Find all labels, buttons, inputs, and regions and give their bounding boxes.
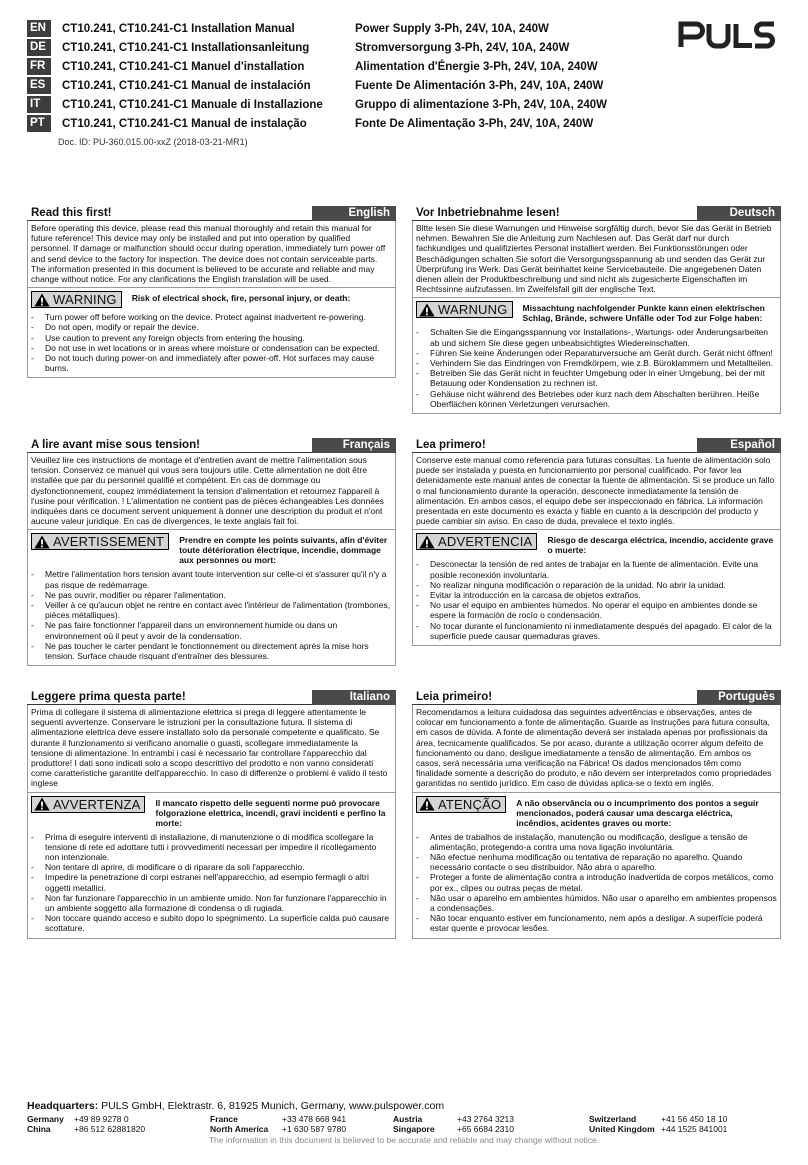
manual-title: CT10.241, CT10.241-C1 Installationsanleitung — [62, 41, 310, 54]
footer — [27, 1100, 787, 1134]
list-item: - Veiller à ce qu'aucun objet ne rentre en contact avec l'intérieur de l'alimentation (trombones, pièces métalliques). — [31, 600, 391, 621]
intro-text: Bitte lesen Sie diese Warnungen und Hinweise sorgfältig durch, bevor Sie das Gerät in Betrieb nehmen. Bewahren Sie die Anleitung zum Nachlesen auf. Das Gerät darf nur durch fachkundiges und qualifiziertes Personal installiert werden. Bei Funktionsstörungen oder Beschädigungen schalten Sie sofort die Versorgungsspannung ab und senden das Gerät zur Überprüfung ins Werk. Das Gerät beinhaltet keine Servicebauteile. Die angegebenen Daten dienen allein der Produktbeschreibung und sind nicht als zugesicherte Eigenschaften im Rechtssinne aufzufassen. Im Zweifelsfall gilt der englische Text. — [412, 221, 781, 297]
header-row — [27, 114, 787, 133]
list-item: - Impedire la penetrazione di corpi estranei nell'apparecchio, ad esempio fermagli o altri oggetti metallici. — [31, 872, 369, 893]
language-tab: Deutsch — [697, 206, 781, 221]
product-title: Power Supply 3-Ph, 24V, 10A, 240W — [355, 22, 549, 35]
manual-title: CT10.241, CT10.241-C1 Manual de instalación — [62, 79, 311, 92]
contact-country: Switzerland — [589, 1114, 637, 1124]
list-item: - Do not open, modify or repair the device. — [31, 322, 199, 333]
header-row — [27, 19, 787, 38]
contact-phone: +1 630 587 9780 — [282, 1124, 347, 1134]
contact-phone: +43 2764 3213 — [457, 1114, 514, 1124]
list-item: - Proteger a fonte de alimentação contra a introdução inadvertida de corpos metálicos, como por ex., clipes ou outras peças de metal. — [416, 872, 774, 893]
warning-box — [27, 792, 396, 830]
intro-text: Veuillez lire ces instructions de montage et d'entretien avant de mettre l'alimentation sous tension. Conservez ce manuel qui vous sera toujours utile. Cette alimentation ne doit être installée que par du personnel qualifié et compétent. En cas de dommage ou dysfonctionnement, coupez immédiatement la tension d'alimentation et retournez l'appareil à l'usine pour vérification. ! L'alimentation ne contient pas de pièces échangeables Les données indiquées dans ce document servent uniquement à donner une description du produit et n'ont aucune valeur juridique. En cas de divergences, le texte anglais fait foi. — [27, 453, 396, 529]
warning-label: AVERTISSEMENT — [31, 533, 169, 550]
list-item: - Não efectue nenhuma modificação ou tentativa de reparação no aparelho. Quando necessário contacte o seu distribuidor. Não abra o aparelho. — [416, 852, 743, 873]
list-item: - Schalten Sie die Eingangsspannung vor Installations-, Wartungs- oder Änderungsarbeiten ab und sichern Sie diese gegen unbeabsichtigtes Wiedereinschalten. — [416, 327, 769, 348]
contact-country: Germany — [27, 1114, 64, 1124]
list-item: - Do not touch during power-on and immediately after power-off. Hot surfaces may cause burns. — [31, 353, 375, 374]
section-title: Leia primeiro! — [416, 691, 493, 703]
manual-title: CT10.241, CT10.241-C1 Installation Manual — [62, 22, 295, 35]
list-item: - Führen Sie keine Änderungen oder Reparaturversuche am Gerät durch. Gerät nicht öffnen! — [416, 347, 773, 358]
header-row — [27, 76, 787, 95]
product-title: Gruppo di alimentazione 3-Ph, 24V, 10A, 240W — [355, 98, 608, 111]
warning-triangle-icon — [419, 535, 435, 549]
language-tab: Italiano — [312, 690, 396, 705]
warning-text: A não observância ou o incumprimento dos pontos a seguir mencionados, poderá causar uma descarga eléctrica, incêndios, acidentes graves ou morte: — [516, 797, 759, 828]
section-title: Vor Inbetriebnahme lesen! — [416, 207, 560, 219]
section-espanol — [412, 438, 781, 646]
manual-title: CT10.241, CT10.241-C1 Manuel d'installation — [62, 60, 305, 73]
header-row — [27, 95, 787, 114]
section-title: Leggere prima questa parte! — [31, 691, 186, 703]
warning-list — [27, 310, 396, 377]
warning-label: ADVERTENCIA — [416, 533, 537, 550]
contact-phone: +44 1525 841001 — [661, 1124, 728, 1134]
product-title: Alimentation d'Énergie 3-Ph, 24V, 10A, 240W — [355, 60, 598, 73]
warning-box — [412, 792, 781, 830]
contact-phone: +86 512 62881820 — [74, 1124, 146, 1134]
disclaimer: The information in this document is believed to be accurate and reliable and may change without notice. — [208, 1135, 600, 1145]
warning-label: WARNING — [31, 291, 122, 308]
intro-text: Before operating this device, please read this manual thoroughly and retain this manual for future reference! This device may only be installed and put into operation by qualified personnel. If damage or malfunction should occur during operation, immediately turn power off and send device to the factory for inspection. The device does not contain serviceable parts. The information presented in this document is believed to be accurate and reliable and may change without notice. For any clarifications the English translation will be used. — [27, 221, 396, 287]
warning-triangle-icon — [34, 535, 50, 549]
list-item: - No realizar ninguna modificación o reparación de la unidad. No abrir la unidad. — [416, 579, 726, 590]
language-tab: Español — [697, 438, 781, 453]
warning-box — [27, 529, 396, 567]
manual-title: CT10.241, CT10.241-C1 Manual de instalação — [62, 117, 307, 130]
section-francais — [27, 438, 396, 666]
language-code: ES — [27, 77, 51, 94]
warning-box — [412, 297, 781, 325]
intro-text: Prima di collegare il sistema di alimentazione elettrica si prega di leggere attentamente le seguenti avvertenze. Conservare le istruzioni per la consultazione futura. Il sistema di alimentazione elettrica deve essere installato solo da personale competente e qualificato. Se durante il funzionamento si verificano anomalie o guasti, scollegare immediatamente la tensione di alimentazione. In entrambi i casi è necessario far controllare l'apparecchio dal produttore! I dati sono indicati solo a scopo descrittivo del prodotto e non vanno considerati come caratteristiche garantite dell'apparecchio. In caso di differenze o problemi è valido il testo inglese — [27, 705, 396, 792]
list-item: - Do not use in wet locations or in areas where moisture or condensation can be expected. — [31, 342, 380, 353]
warning-box — [27, 287, 396, 310]
warning-label: AVVERTENZA — [31, 796, 145, 813]
list-item: - Ne pas toucher le carter pendant le fonctionnement ou directement après la mise hors tension. Surface chaude risquant d'entraîner des blessures. — [31, 640, 369, 662]
contact-row — [27, 1124, 787, 1134]
contact-row — [27, 1114, 787, 1124]
language-code: PT — [27, 115, 51, 132]
language-code: FR — [27, 58, 51, 75]
warning-text: Il mancato rispetto delle seguenti norme può provocare folgorazione elettrica, incendi, gravi incidenti e perfino la morte: — [155, 797, 386, 828]
warning-text: Missachtung nachfolgender Punkte kann einen elektrischen Schlag, Brände, schwere Unfälle oder Tod zur Folge haben: — [522, 303, 765, 324]
list-item: - Antes de trabalhos de instalação, manutenção ou modificação, desligue a tensão de alimentação, protegendo-a contra uma nova ligação involuntária. — [416, 831, 748, 852]
list-item: - Ne pas ouvrir, modifier ou réparer l'alimentation. — [31, 589, 226, 600]
contact-phone: +33 478 668 941 — [282, 1114, 347, 1124]
list-item: - Non tentare di aprire, di modificare o di riparare da soli l'apparecchio. — [31, 862, 305, 873]
product-title: Fuente De Alimentación 3-Ph, 24V, 10A, 240W — [355, 79, 604, 92]
puls-logo — [678, 19, 776, 49]
warning-list — [412, 830, 781, 938]
list-item: - Betreiben Sie das Gerät nicht in feuchter Umgebung oder in einer Umgebung, bei der mit Betauung oder Kondensation zu rechnen ist. — [416, 368, 765, 389]
contact-country: Singapore — [393, 1124, 435, 1134]
list-item: - Verhindern Sie das Eindringen von Fremdkörpern, wie z.B. Büroklammern und Metallteilen. — [416, 358, 774, 369]
section-title: A lire avant mise sous tension! — [31, 439, 200, 451]
header-row — [27, 57, 787, 76]
contact-country: China — [27, 1124, 51, 1134]
doc-id: Doc. ID: PU-360.015.00-xxZ (2018-03-21-MR1) — [58, 137, 248, 147]
list-item: - Desconectar la tensión de red antes de trabajar en la fuente de alimentación. Evite una posible reconexión involuntaria. — [416, 559, 758, 580]
language-code: IT — [27, 96, 51, 113]
list-item: - Non toccare quando acceso e subito dopo lo spegnimento. La superficie calda può causare scottature. — [31, 913, 390, 934]
warning-text: Prendre en compte les points suivants, afin d'éviter toute détérioration électrique, incendie, dommage aux personnes ou mort: — [179, 535, 388, 566]
header-row — [27, 38, 787, 57]
list-item: - Use caution to prevent any foreign objects from entering the housing. — [31, 332, 305, 343]
list-item: - Turn power off before working on the device. Protect against inadvertent re-powering. — [31, 312, 366, 323]
list-item: - No tocar durante el funcionamiento ni inmediatamente después del apagado. El calor de la superficie puede causar quemaduras graves. — [416, 620, 772, 641]
warning-box — [412, 529, 781, 557]
section-title: Lea primero! — [416, 439, 486, 451]
language-tab: Français — [312, 438, 396, 453]
contact-phone: +49 89 9278 0 — [74, 1114, 129, 1124]
contact-country: France — [210, 1114, 238, 1124]
headquarters: Headquarters: PULS GmbH, Elektrastr. 6, 81925 Munich, Germany, www.pulspower.com — [27, 1100, 445, 1112]
warning-list — [27, 567, 396, 665]
warning-list — [27, 830, 396, 938]
contact-phone: +65 6684 2310 — [457, 1124, 514, 1134]
section-deutsch — [412, 206, 781, 414]
section-english — [27, 206, 396, 378]
warning-text: Risk of electrical shock, fire, personal injury, or death: — [131, 293, 351, 304]
warning-list — [412, 325, 781, 413]
language-tab: English — [312, 206, 396, 221]
language-tab: Portuguès — [697, 690, 781, 705]
warning-triangle-icon — [419, 797, 435, 811]
intro-text: Conserve este manual como referencia para futuras consultas. La fuente de alimentación solo puede ser instalada y puesta en funcionamiento por personal cualificado. Por favor lea detenidamente este manual antes de conectar la fuente de alimentación. Si se produce un fallo o mal funcionamiento durante la operación, desconecte inmediatamente la tensión de alimentación. En ambos casos, el equipo debe ser inspeccionado en fábrica. La información presentada en este documento es exacta y fiable en cuanto a la descripción del producto y puede cambiar sin aviso. En caso de duda, prevalece el texto inglés. — [412, 453, 781, 529]
list-item: - Evitar la introducción en la carcasa de objetos extraños. — [416, 590, 641, 601]
contact-country: North America — [210, 1124, 269, 1134]
list-item: - Mettre l'alimentation hors tension avant toute intervention sur celle-ci et s'assurer qu'il n'y a pas risque de redémarrage. — [31, 569, 387, 590]
list-item: - Não tocar enquanto estiver em funcionamento, nem após a desligar. A superfície poderá estar quente e provocar lesões. — [416, 913, 763, 934]
language-code: EN — [27, 20, 51, 37]
contact-phone: +41 56 450 18 10 — [661, 1114, 728, 1124]
language-code: DE — [27, 39, 51, 56]
contact-country: United Kingdom — [589, 1124, 655, 1134]
warning-text: Riesgo de descarga eléctrica, incendio, accidente grave o muerte: — [547, 535, 774, 556]
list-item: - Não usar o aparelho em ambientes húmidos. Não usar o aparelho em ambientes propensos a condensações. — [416, 892, 777, 914]
warning-label: WARNUNG — [416, 301, 513, 318]
warning-triangle-icon — [34, 797, 50, 811]
intro-text: Recomendamos a leitura cuidadosa das seguintes advertências e observações, antes de colocar em funcionamento a fonte de alimentação. Guarde as Instruções para futura consulta, em casos de dúvida. A fonte de alimentação deverá ser instalada apenas por profissionais da área, tecnicamente qualificados. Se por acaso, durante a utilização ocorrer algum defeito de funcionamento ou dano, desligue imediatamente a tensão de alimentação. Em ambos os casos, será necessária uma verificação na Fábrica! Os dados mencionados têm como finalidade somente a descrição do produto, e não devem ser interpretados como propriedades garantidas no sentido jurídico. Em caso de dúvidas aplica-se o texto em inglês. — [412, 705, 781, 792]
product-title: Fonte De Alimentação 3-Ph, 24V, 10A, 240W — [355, 117, 594, 130]
list-item: - Gehäuse nicht während des Betriebes oder kurz nach dem Abschalten berühren. Heiße Oberflächen können Verletzungen verursachen. — [416, 388, 760, 409]
section-portugues — [412, 690, 781, 939]
section-title: Read this first! — [31, 207, 112, 219]
document-header — [27, 19, 787, 133]
warning-triangle-icon — [34, 293, 50, 307]
list-item: - Non far funzionare l'apparecchio in un ambiente umido. Non far funzionare l'apparecchio in un ambiente soggetto alla formazione di condensa o di rugiada. — [31, 892, 387, 914]
manual-title: CT10.241, CT10.241-C1 Manuale di Installazione — [62, 98, 323, 111]
warning-list — [412, 557, 781, 645]
warning-triangle-icon — [419, 303, 435, 317]
section-italiano — [27, 690, 396, 939]
product-title: Stromversorgung 3-Ph, 24V, 10A, 240W — [355, 41, 570, 54]
list-item: - No usar el equipo en ambientes húmedos. No operar el equipo en ambientes donde se espere la formación de rocío o condensación. — [416, 600, 758, 621]
warning-label: ATENÇÃO — [416, 796, 506, 813]
list-item: - Ne pas faire fonctionner l'appareil dans un environnement humide ou dans un environnement où il peut y avoir de la condensation. — [31, 620, 338, 641]
contact-country: Austria — [393, 1114, 423, 1124]
list-item: - Prima di eseguire interventi di installazione, di manutenzione o di modifica scollegare la tensione di rete ed adottare tutti i provvedimenti necessari per impedire il ricollegamento non intenzionale. — [31, 831, 377, 863]
